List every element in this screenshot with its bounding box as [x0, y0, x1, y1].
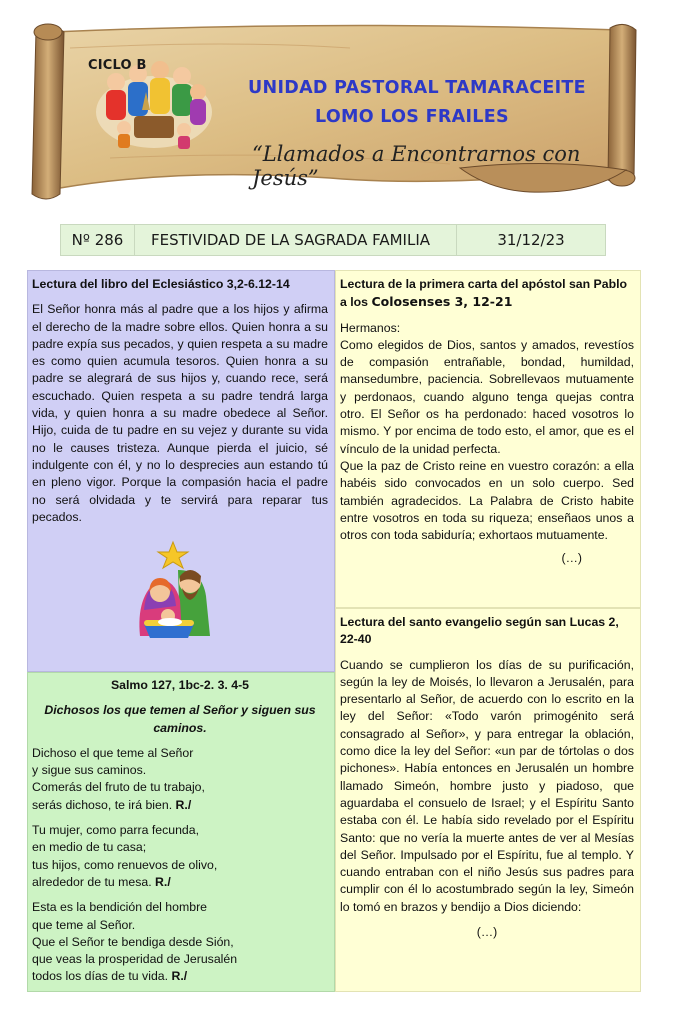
- psalm-stanza-3: [32, 899, 328, 985]
- psalm-line-text: todos los días de tu vida.: [32, 969, 172, 984]
- second-reading-ellipsis: (…): [561, 551, 582, 566]
- second-reading-para2: Que la paz de Cristo reine en vuestro corazón: a ella habéis sido convocados en un solo cuerpo. Sed también agradecidos. La Palabra de Cristo habite entre vosotros en toda su riqueza; enseñaos unos a otros con toda sabiduría; exhortaos mutuamente.: [340, 458, 634, 543]
- psalm-line: [32, 968, 328, 985]
- psalm-line: en medio de tu casa;: [32, 840, 147, 855]
- first-reading-heading: Lectura del libro del Eclesiástico 3,2-6.12-14: [32, 277, 290, 291]
- psalm-refrain-marker: R./: [175, 797, 192, 812]
- psalm-refrain-marker: R./: [155, 874, 171, 889]
- cycle-label: CICLO B: [88, 58, 147, 73]
- issue-number: Nº 286: [61, 225, 135, 255]
- holy-family-icon: [130, 540, 216, 644]
- psalm-line: y sigue sus caminos.: [32, 763, 147, 778]
- psalm-line: Dichoso el que teme al Señor: [32, 745, 194, 760]
- parish-title-line1: UNIDAD PASTORAL TAMARACEITE: [248, 78, 586, 98]
- psalm-line: [32, 874, 328, 891]
- psalm-line: Comerás del fruto de tu trabajo,: [32, 780, 205, 795]
- second-reading-reference: Colosenses 3, 12-21: [371, 294, 513, 310]
- psalm-line: [32, 797, 328, 814]
- psalm-stanza-2: [32, 822, 328, 891]
- festivity-title: FESTIVIDAD DE LA SAGRADA FAMILIA: [135, 225, 457, 255]
- psalm-line: Tu mujer, como parra fecunda,: [32, 823, 199, 838]
- psalm-line: Esta es la bendición del hombre: [32, 900, 207, 915]
- gospel-text: Cuando se cumplieron los días de su purificación, según la ley de Moisés, lo llevaron a Jerusalén, para presentarlo al Señor, de acuerdo con lo escrito en la ley del Señor: «Todo varón primogénito será consagrado al Señor», y para entregar la oblación, como dice la ley del Señor: «un par de tórtolas o dos pichones». Había entonces en Jerusalén un hombre llamado Simeón, hombre justo y piadoso, que aguardaba el consuelo de Israel; y el Espíritu Santo estaba con él. Le había sido revelado por el Espíritu Santo: que no vería la muerte antes de ver al Mesías del Señor. Impulsado por el Espíritu, fue al templo. Y cuando entraban con el niño Jesús sus padres para cumplir con él lo acostumbrado según la ley, Simeón lo tomó en brazos y bendijo a Dios diciendo:: [340, 657, 634, 914]
- second-reading-intro: Hermanos:: [340, 320, 401, 335]
- second-reading-para1: Como elegidos de Dios, santos y amados, revestíos de compasión entrañable, bondad, humildad, mansedumbre, paciencia. Sobrellevaos mutuamente y perdonaos, cuando alguno tenga quejas contra otro. El Señor os ha perdonado: haced vosotros lo mismo. Y por encima de todo esto, el amor, que es el vínculo de la unidad perfecta.: [340, 337, 634, 456]
- psalm-line: Que el Señor te bendiga desde Sión,: [32, 934, 234, 949]
- psalm-line: que teme al Señor.: [32, 917, 136, 932]
- header-banner: [30, 18, 638, 204]
- psalm-stanza-1: [32, 745, 328, 814]
- bulletin-info-bar: [60, 224, 606, 256]
- gospel-box: [335, 608, 641, 992]
- psalm-line: que veas la prosperidad de Jerusalén: [32, 952, 238, 967]
- gospel-heading: Lectura del santo evangelio según san Lucas 2, 22-40: [340, 615, 619, 647]
- second-reading-heading: [340, 276, 634, 312]
- second-reading-box: [335, 270, 641, 608]
- gospel-ellipsis: (…): [476, 925, 498, 940]
- psalm-response: Dichosos los que temen al Señor y siguen sus caminos.: [44, 703, 316, 735]
- issue-date: 31/12/23: [497, 231, 565, 249]
- motto-text: “Llamados a Encontrarnos con Jesús”: [252, 142, 581, 190]
- psalm-refrain-marker: R./: [171, 969, 188, 984]
- parish-title-line2: LOMO LOS FRAILES: [315, 107, 509, 127]
- second-reading-heading-prefix: Lectura de la primera carta del apóstol san Pablo a los: [340, 277, 628, 310]
- psalm-line: tus hijos, como renuevos de olivo,: [32, 857, 218, 872]
- psalm-box: [27, 672, 335, 992]
- psalm-line-text: serás dichoso, te irá bien.: [32, 797, 176, 812]
- psalm-line-text: alrededor de tu mesa.: [32, 874, 156, 889]
- psalm-heading: Salmo 127, 1bc-2. 3. 4-5: [110, 678, 250, 692]
- first-reading-text: El Señor honra más al padre que a los hijos y afirma el derecho de la madre sobre ellos. Quien honra a su padre expía sus pecados, y quien respeta a su madre es como quien acumula tesoros. Quien honra a su padre se alegrará de sus hijos y, cuando rece, será escuchado. Quien respeta a su padre tendrá larga vida, y quien honra a su madre obedece al Señor. Hijo, cuida de tu padre en su vejez y durante su vida no le causes tristeza. Aunque pierda el juicio, sé indulgente con él, y no lo desprecies aun estando tú en pleno vigor. Porque la compasión hacia el padre no será olvidada y te servirá para reparar tus pecados.: [32, 302, 328, 524]
